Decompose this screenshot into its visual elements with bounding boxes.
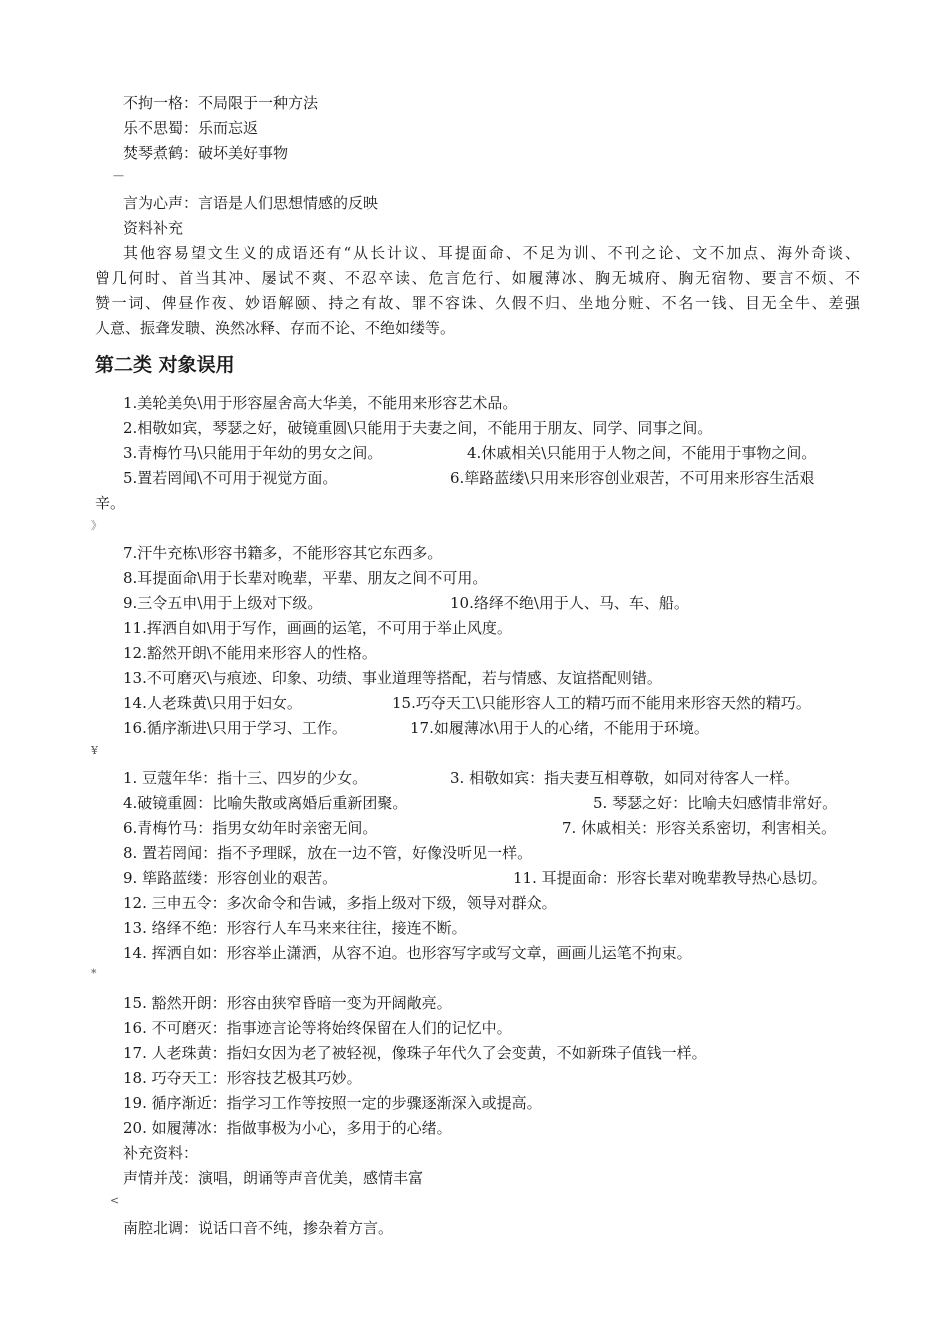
supplement-item: 声情并茂：演唱，朗诵等声音优美，感情丰富	[123, 1169, 424, 1187]
idiom-entry: 言为心声：言语是人们思想情感的反映	[123, 194, 379, 212]
idiom-entry: 焚琴煮鹤：破坏美好事物	[123, 144, 289, 162]
meaning-item: 13. 络绎不绝：形容行人车马来来往往，接连不断。	[123, 919, 467, 937]
usage-item: 14.人老珠黄\只用于妇女。	[123, 694, 302, 712]
meaning-item: 4.破镜重圆：比喻失散或离婚后重新团聚。	[123, 794, 408, 812]
meaning-item: 6.青梅竹马：指男女幼年时亲密无间。	[123, 819, 378, 837]
meaning-item: 9. 筚路蓝缕：形容创业的艰苦。	[123, 869, 338, 887]
usage-item: 11.挥洒自如\用于写作，画画的运笔，不可用于举止风度。	[123, 619, 512, 637]
usage-item: 7.汗牛充栋\形容书籍多，不能形容其它东西多。	[123, 544, 443, 562]
paragraph-line: 曾几何时、首当其冲、屡试不爽、不忍卒读、危言危行、如履薄冰、胸无城府、胸无宿物、要言不烦、不	[95, 269, 860, 287]
meaning-item: 8. 置若罔闻：指不予理睬，放在一边不管，好像没听见一样。	[123, 844, 533, 862]
meaning-item: 5. 琴瑟之好：比喻夫妇感情非常好。	[593, 794, 838, 812]
meaning-item: 1. 豆蔻年华：指十三、四岁的少女。	[123, 769, 368, 787]
stray-mark: ¥	[91, 744, 98, 757]
stray-mark: —	[113, 169, 124, 182]
usage-item: 15.巧夺天工\只能形容人工的精巧而不能用来形容天然的精巧。	[392, 694, 811, 712]
usage-item: 5.置若罔闻\不可用于视觉方面。	[123, 469, 338, 487]
paragraph-line: 赞一词、俾昼作夜、妙语解颐、持之有故、罪不容诛、久假不归、坐地分赃、不名一钱、目无全牛、差强	[95, 294, 860, 312]
usage-item: 9.三令五申\用于上级对下级。	[123, 594, 323, 612]
usage-item-continued: 辛。	[95, 494, 126, 512]
meaning-item: 11. 耳提面命：形容长辈对晚辈教导热心恳切。	[513, 869, 827, 887]
section-label: 补充资料：	[123, 1144, 199, 1162]
section-heading: 第二类 对象误用	[95, 354, 235, 376]
section-label: 资料补充	[123, 219, 184, 237]
usage-item: 17.如履薄冰\用于人的心绪，不能用于环境。	[410, 719, 709, 737]
meaning-item: 19. 循序渐近：指学习工作等按照一定的步骤逐渐深入或提高。	[123, 1094, 542, 1112]
meaning-item: 17. 人老珠黄：指妇女因为老了被轻视，像珠子年代久了会变黄，不如新珠子值钱一样。	[123, 1044, 707, 1062]
supplement-item: 南腔北调：说话口音不纯，掺杂着方言。	[123, 1219, 394, 1237]
usage-item: 2.相敬如宾，琴瑟之好，破镜重圆\只能用于夫妻之间，不能用于朋友、同学、同事之间。	[123, 419, 713, 437]
meaning-item: 3. 相敬如宾：指夫妻互相尊敬，如同对待客人一样。	[450, 769, 800, 787]
meaning-item: 20. 如履薄冰：指做事极为小心，多用于的心绪。	[123, 1119, 452, 1137]
usage-item: 4.休戚相关\只能用于人物之间，不能用于事物之间。	[467, 444, 817, 462]
usage-item: 8.耳提面命\用于长辈对晚辈，平辈、朋友之间不可用。	[123, 569, 488, 587]
usage-item: 13.不可磨灭\与痕迹、印象、功绩、事业道理等搭配，若与情感、友谊搭配则错。	[123, 669, 662, 687]
meaning-item: 18. 巧夺天工：形容技艺极其巧妙。	[123, 1069, 362, 1087]
meaning-item: 7. 休戚相关：形容关系密切，利害相关。	[562, 819, 837, 837]
stray-mark: 》	[91, 519, 102, 532]
idiom-entry: 不拘一格：不局限于一种方法	[123, 94, 319, 112]
stray-mark: <	[110, 1194, 120, 1207]
usage-item: 16.循序渐进\只用于学习、工作。	[123, 719, 347, 737]
usage-item: 3.青梅竹马\只能用于年幼的男女之间。	[123, 444, 383, 462]
meaning-item: 12. 三申五令：多次命令和告诫，多指上级对下级，领导对群众。	[123, 894, 557, 912]
meaning-item: 16. 不可磨灭：指事迹言论等将始终保留在人们的记忆中。	[123, 1019, 512, 1037]
meaning-item: 14. 挥洒自如：形容举止潇洒，从容不迫。也形容写字或写文章，画画儿运笔不拘束。	[123, 944, 692, 962]
paragraph-line: 人意、振聋发聩、涣然冰释、存而不论、不绝如缕等。	[95, 319, 456, 337]
idiom-entry: 乐不思蜀：乐而忘返	[123, 119, 259, 137]
usage-item: 6.筚路蓝缕\只用来形容创业艰苦，不可用来形容生活艰	[450, 469, 815, 487]
usage-item: 12.豁然开朗\不能用来形容人的性格。	[123, 644, 377, 662]
meaning-item: 15. 豁然开朗：形容由狭窄昏暗一变为开阔敞亮。	[123, 994, 452, 1012]
paragraph-line: 其他容易望文生义的成语还有“从长计议、耳提面命、不足为训、不刊之论、文不加点、海外奇谈、	[123, 244, 860, 262]
usage-item: 1.美轮美奂\用于形容屋舍高大华美，不能用来形容艺术品。	[123, 394, 518, 412]
usage-item: 10.络绎不绝\用于人、马、车、船。	[450, 594, 689, 612]
stray-mark: *	[91, 967, 97, 980]
